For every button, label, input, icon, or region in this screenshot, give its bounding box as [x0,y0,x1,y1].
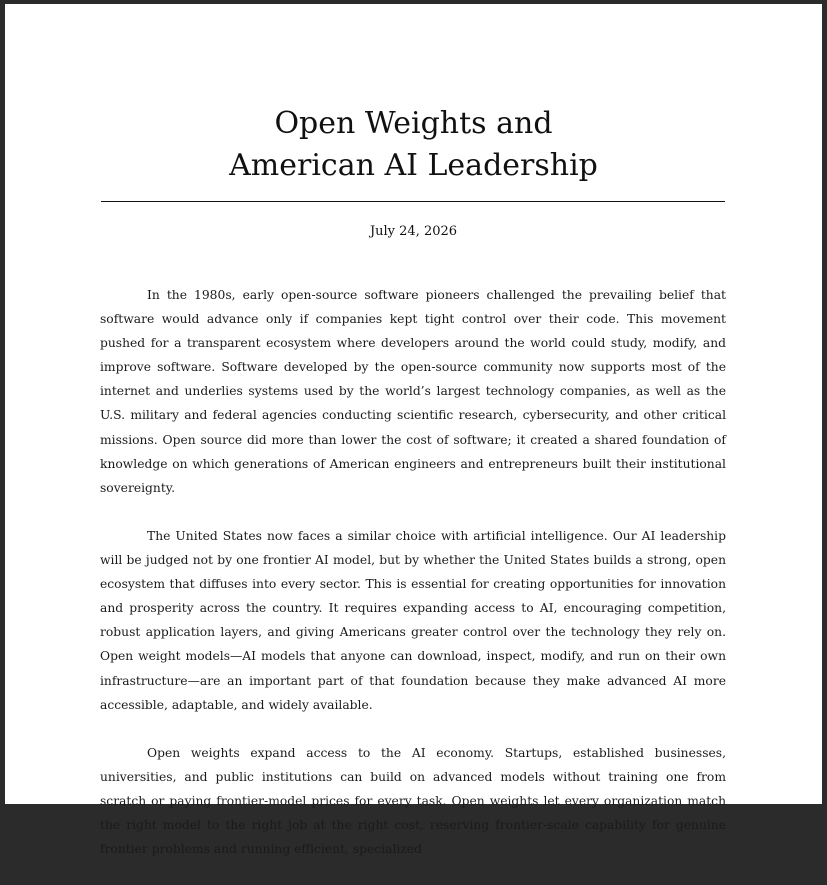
document-title [5,103,822,187]
document-date: July 24, 2026 [369,224,458,239]
title-line-2: American AI Leadership [229,148,598,183]
document-page [5,4,822,857]
title-line-1: Open Weights and [274,106,553,141]
title-divider [101,201,725,202]
paragraph: In the 1980s, early open-source software pioneers challenged the prevailing belief that software would advance only if companies kept tight control over their code. This movement pushed for a transparent ecosystem where developers around the world could study, modify, and improve software. Software developed by the open-source community now supports most of the internet and underlies systems used by the world’s largest technology companies, as well as the U.S. military and federal agencies conducting scientific research, cybersecurity, and other critical missions. Open source did more than lower the cost of software; it created a shared foundation of knowledge on which generations of American engineers and entrepreneurs built their institutional sovereignty. [100,288,726,495]
document-body [100,283,726,885]
paragraph: The United States now faces a similar choice with artificial intelligence. Our AI leadership will be judged not by one frontier AI model, but by whether the United States builds a strong, open ecosystem that diffuses into every sector. This is essential for creating opportunities for innovation and prosperity across the country. It requires expanding access to AI, encouraging competition, robust application layers, and giving Americans greater control over the technology they rely on. Open weight models—AI models that anyone can download, inspect, modify, and run on their own infrastructure—are an important part of that foundation because they make advanced AI more accessible, adaptable, and widely available. [100,528,726,712]
paragraph: Open weights expand access to the AI economy. Startups, established businesses, universities, and public institutions can build on advanced models without training one from scratch or paying frontier-model prices for every task. Open weights let every organization match the right model to the right job at the right cost, reserving frontier-scale capability for genuine frontier problems and running efficient, specialized [100,745,726,857]
